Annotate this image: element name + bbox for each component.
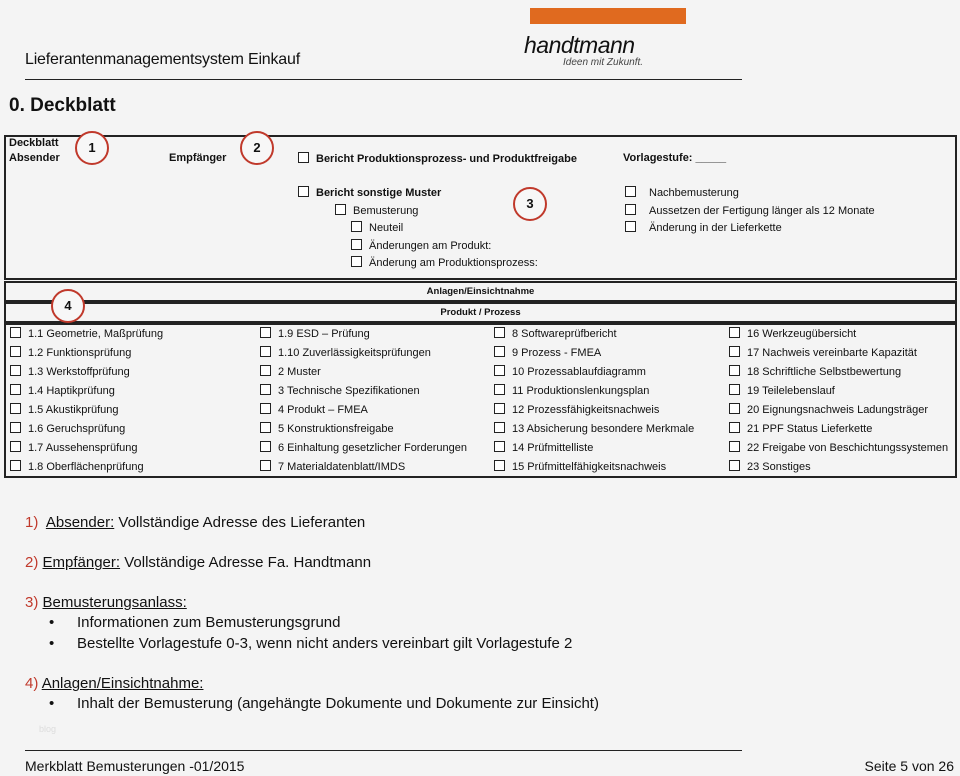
attachment-checkbox[interactable] [260, 403, 368, 416]
checkbox-icon[interactable] [260, 365, 271, 376]
attachment-checkbox[interactable] [260, 346, 431, 359]
checkbox-label: 19 Teilelebenslauf [747, 385, 835, 397]
checkbox-label: Bemusterung [353, 205, 419, 217]
checkbox-label: 15 Prüfmittelfähigkeitsnachweis [512, 461, 667, 473]
attachment-checkbox[interactable] [260, 327, 370, 340]
checkbox-label: 7 Materialdatenblatt/IMDS [278, 461, 406, 473]
attachment-checkbox[interactable] [729, 384, 835, 397]
checkbox-label: Neuteil [369, 222, 404, 234]
bericht-produktionsprozess-checkbox[interactable] [298, 152, 577, 165]
logo-text: handtmann [524, 32, 635, 58]
checkbox-icon[interactable] [260, 346, 271, 357]
checkbox-label: 20 Eignungsnachweis Ladungsträger [747, 404, 929, 416]
checkbox-icon[interactable] [494, 327, 505, 338]
checkbox-icon[interactable] [10, 384, 21, 395]
checkbox-label: 18 Schriftliche Selbstbewertung [747, 366, 902, 378]
attachment-checkbox[interactable] [10, 327, 163, 340]
checkbox-icon[interactable] [260, 422, 271, 433]
attachment-checkbox[interactable] [494, 327, 617, 340]
checkbox-label: Nachbemusterung [649, 187, 739, 199]
attachment-checkbox[interactable] [260, 422, 394, 435]
checkbox-icon[interactable] [729, 403, 740, 414]
note-2: 2) Empfänger: Vollständige Adresse Fa. Handtmann [25, 554, 372, 571]
checkbox-label: 4 Produkt – FMEA [278, 404, 368, 416]
checkbox-icon[interactable] [729, 384, 740, 395]
footer-page-number: Seite 5 von 26 [864, 758, 954, 774]
checkbox-label: 1.7 Aussehensprüfung [28, 442, 138, 454]
bericht-sonstige-checkbox[interactable] [298, 186, 441, 199]
attachment-checkbox[interactable] [260, 384, 420, 397]
checkbox-icon[interactable] [10, 441, 21, 452]
note-3: 3) Bemusterungsanlass: [25, 594, 187, 611]
checkbox-label: 3 Technische Spezifikationen [278, 385, 420, 397]
callout-1: 1 [75, 131, 109, 165]
checkbox-label: 14 Prüfmittelliste [512, 442, 594, 454]
checkbox-label: 9 Prozess - FMEA [512, 347, 602, 359]
anlagen-band: Anlagen/Einsichtnahme [4, 281, 957, 302]
attachment-checkbox[interactable] [494, 422, 694, 435]
attachment-checkbox[interactable] [10, 441, 137, 454]
aussetzen-checkbox[interactable] [625, 204, 875, 217]
checkbox-icon[interactable] [494, 460, 505, 471]
attachment-checkbox[interactable] [729, 365, 901, 378]
attachment-checkbox[interactable] [494, 346, 601, 359]
checkbox-icon[interactable] [10, 422, 21, 433]
attachment-checkbox[interactable] [729, 403, 928, 416]
checkbox-label: Änderung in der Lieferkette [649, 222, 782, 234]
attachment-checkbox[interactable] [260, 460, 405, 473]
checkbox-icon[interactable] [729, 346, 740, 357]
checkbox-icon[interactable] [260, 327, 271, 338]
attachment-checkbox[interactable] [729, 327, 856, 340]
attachment-checkbox[interactable] [494, 384, 649, 397]
checkbox-icon[interactable] [10, 460, 21, 471]
checkbox-label: 2 Muster [278, 366, 321, 378]
page-title: 0. Deckblatt [9, 95, 116, 116]
checkbox-label: 1.2 Funktionsprüfung [28, 347, 132, 359]
checkbox-label: 17 Nachweis vereinbarte Kapazität [747, 347, 917, 359]
attachment-checkbox[interactable] [10, 403, 119, 416]
attachment-checkbox[interactable] [260, 441, 467, 454]
checkbox-label: 1.9 ESD – Prüfung [278, 328, 370, 340]
checkbox-label: 1.10 Zuverlässigkeitsprüfungen [278, 347, 431, 359]
logo-orange-bar [530, 8, 686, 24]
checkbox-label: 11 Produktionslenkungsplan [512, 385, 650, 397]
checkbox-label: Aussetzen der Fertigung länger als 12 Monate [649, 205, 875, 217]
attachment-checkbox[interactable] [729, 346, 917, 359]
bemusterung-checkbox[interactable] [335, 204, 418, 217]
checkbox-label: Bericht Produktionsprozess- und Produktfreigabe [316, 153, 577, 165]
checkbox-icon[interactable] [10, 403, 21, 414]
checkbox-label: 1.5 Akustikprüfung [28, 404, 119, 416]
nachbemusterung-checkbox[interactable] [625, 186, 739, 199]
checkbox-label: Bericht sonstige Muster [316, 187, 442, 199]
checkbox-icon[interactable] [260, 384, 271, 395]
checkbox-icon[interactable] [729, 422, 740, 433]
checkbox-icon[interactable] [729, 327, 740, 338]
header-title: Lieferantenmanagementsystem Einkauf [25, 51, 300, 68]
logo-slogan: Ideen mit Zukunft. [563, 57, 644, 68]
checkbox-label: 1.8 Oberflächenprüfung [28, 461, 144, 473]
note-1: 1) Absender: Vollständige Adresse des Lieferanten [25, 514, 366, 531]
checkbox-icon[interactable] [260, 403, 271, 414]
checkbox-icon[interactable] [729, 460, 740, 471]
attachment-checkbox[interactable] [10, 346, 131, 359]
checkbox-label: 1.1 Geometrie, Maßprüfung [28, 328, 164, 340]
neuteil-checkbox[interactable] [351, 221, 403, 234]
footer-divider [25, 750, 742, 751]
aenderung-produkt-checkbox[interactable] [351, 239, 491, 252]
attachment-checkbox[interactable] [10, 460, 144, 473]
checkbox-label: 10 Prozessablaufdiagramm [512, 366, 646, 378]
checkbox-icon[interactable] [494, 365, 505, 376]
attachment-checkbox[interactable] [729, 422, 872, 435]
attachment-checkbox[interactable] [494, 365, 646, 378]
checkbox-label: 21 PPF Status Lieferkette [747, 423, 873, 435]
checkbox-label: 16 Werkzeugübersicht [747, 328, 857, 340]
callout-2: 2 [240, 131, 274, 165]
checkbox-label: 1.3 Werkstoffprüfung [28, 366, 130, 378]
checkbox-label: 13 Absicherung besondere Merkmale [512, 423, 695, 435]
footer-left: Merkblatt Bemusterungen -01/2015 [25, 758, 245, 774]
checkbox-icon[interactable] [10, 365, 21, 376]
checkbox-label: 23 Sonstiges [747, 461, 811, 473]
checkbox-icon[interactable] [494, 346, 505, 357]
checkbox-label: 12 Prozessfähigkeitsnachweis [512, 404, 660, 416]
attachment-checkbox[interactable] [494, 403, 659, 416]
attachment-checkbox[interactable] [10, 365, 130, 378]
attachment-checkbox[interactable] [729, 441, 948, 454]
checkbox-label: Änderungen am Produkt: [369, 240, 492, 252]
checkbox-label: 1.4 Haptikprüfung [28, 385, 115, 397]
aenderung-prozess-checkbox[interactable] [351, 256, 538, 269]
checkbox-icon[interactable] [494, 422, 505, 433]
checkbox-icon[interactable] [494, 441, 505, 452]
checkbox-icon[interactable] [10, 327, 21, 338]
attachment-checkbox[interactable] [729, 460, 811, 473]
attachment-checkbox[interactable] [494, 441, 593, 454]
checkbox-label: 8 Softwareprüfbericht [512, 328, 617, 340]
checkbox-icon[interactable] [494, 403, 505, 414]
checkbox-label: 1.6 Geruchsprüfung [28, 423, 126, 435]
empfaenger-label: Empfänger [169, 152, 227, 164]
checkbox-icon[interactable] [260, 441, 271, 452]
checkbox-label: 6 Einhaltung gesetzlicher Forderungen [278, 442, 467, 454]
produkt-prozess-band: Produkt / Prozess [4, 302, 957, 323]
checkbox-label: 22 Freigabe von Beschichtungssystemen [747, 442, 949, 454]
checkbox-label: Änderung am Produktionsprozess: [369, 257, 538, 269]
note-4: 4) Anlagen/Einsichtnahme: [25, 675, 204, 692]
checkbox-icon[interactable] [729, 365, 740, 376]
callout-4: 4 [51, 289, 85, 323]
attachment-checkbox[interactable] [494, 460, 666, 473]
attachment-checkbox[interactable] [10, 384, 115, 397]
checkbox-icon[interactable] [494, 384, 505, 395]
checkbox-icon[interactable] [729, 441, 740, 452]
checkbox-icon[interactable] [10, 346, 21, 357]
checkbox-label: 5 Konstruktionsfreigabe [278, 423, 394, 435]
checkbox-icon[interactable] [260, 460, 271, 471]
vorlagestufe-field[interactable]: Vorlagestufe: _____ [623, 152, 727, 164]
attachment-checkbox[interactable] [260, 365, 321, 378]
lieferkette-checkbox[interactable] [625, 221, 782, 234]
absender-label: Absender [9, 152, 60, 164]
watermark: blog [39, 724, 57, 734]
header-divider [25, 79, 742, 80]
callout-3: 3 [513, 187, 547, 221]
attachment-checkbox[interactable] [10, 422, 125, 435]
deckblatt-label: Deckblatt [9, 137, 59, 149]
